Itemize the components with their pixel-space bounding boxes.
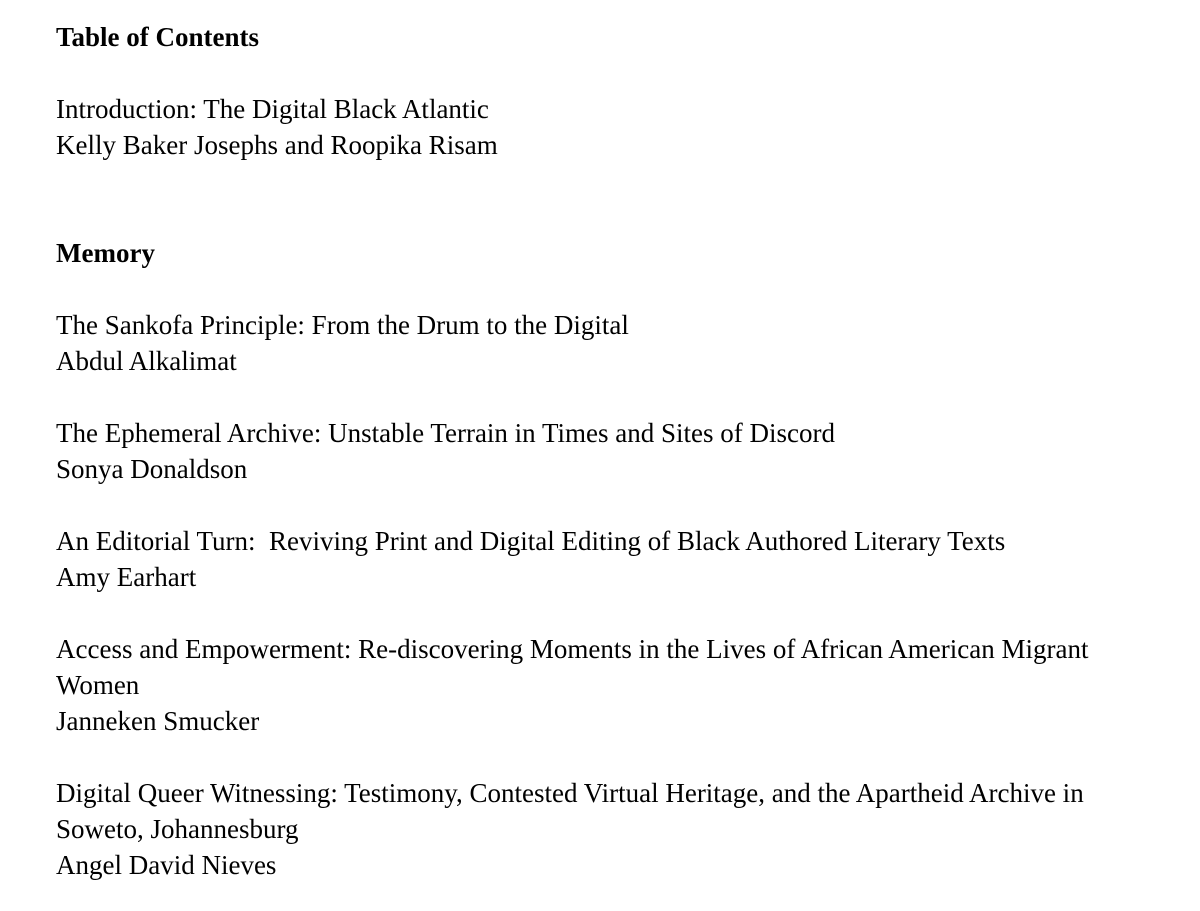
entry-title: Access and Empowerment: Re-discovering Moments in the Lives of African American Migrant Women	[56, 634, 1095, 700]
toc-title: Table of Contents	[56, 22, 260, 52]
toc-entry	[56, 631, 1156, 739]
entry-author: Sonya Donaldson	[56, 454, 248, 484]
toc-entry	[56, 415, 1156, 487]
entry-title: An Editorial Turn: Reviving Print and Digital Editing of Black Authored Literary Texts	[56, 526, 1006, 556]
entry-author: Angel David Nieves	[56, 850, 277, 880]
toc-entry	[56, 775, 1156, 883]
entry-author: Abdul Alkalimat	[56, 346, 237, 376]
entry-author: Amy Earhart	[56, 562, 197, 592]
entry-title: The Ephemeral Archive: Unstable Terrain in Times and Sites of Discord	[56, 418, 835, 448]
entry-title: Digital Queer Witnessing: Testimony, Contested Virtual Heritage, and the Apartheid Archive in Soweto, Johannesburg	[56, 778, 1091, 844]
introduction-entry	[56, 91, 1156, 163]
section-heading: Memory	[56, 238, 155, 268]
entry-title: Introduction: The Digital Black Atlantic	[56, 94, 489, 124]
entry-title: The Sankofa Principle: From the Drum to the Digital	[56, 310, 629, 340]
section-entries	[56, 307, 1156, 883]
entry-author: Janneken Smucker	[56, 706, 260, 736]
toc-entry	[56, 523, 1156, 595]
entry-author: Kelly Baker Josephs and Roopika Risam	[56, 130, 498, 160]
toc-entry	[56, 307, 1156, 379]
